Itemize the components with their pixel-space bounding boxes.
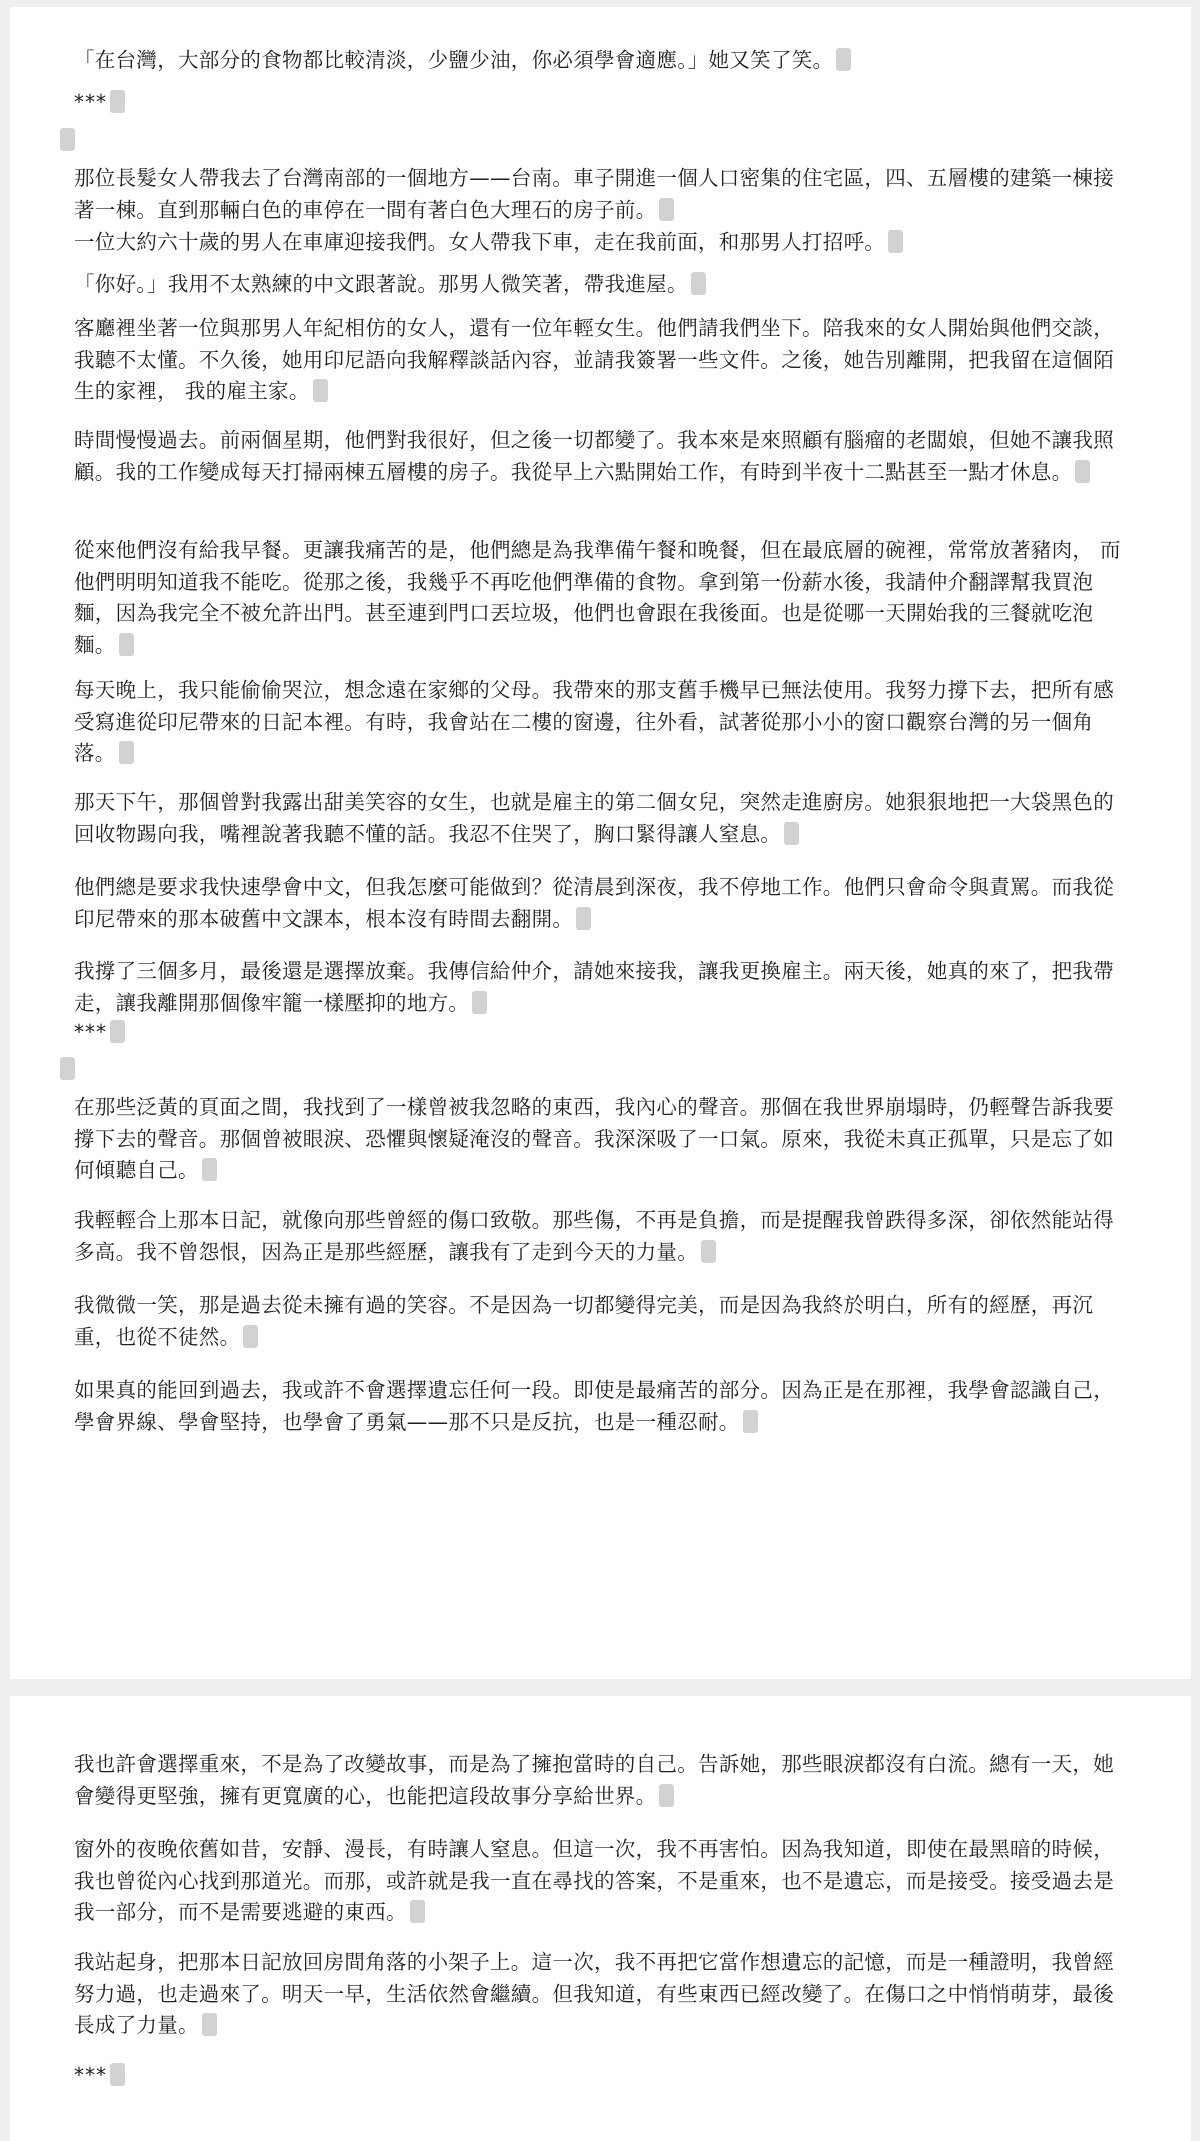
comment-marker-icon[interactable] — [119, 741, 134, 764]
paragraph: 我也許會選擇重來，不是為了改變故事，而是為了擁抱當時的自己。告訴她，那些眼淚都沒有白流。總有一天，她會變得更堅強，擁有更寬廣的心，也能把這段故事分享給世界。 — [74, 1752, 1114, 1808]
comment-marker-icon[interactable] — [659, 1784, 674, 1807]
comment-marker-icon[interactable] — [784, 822, 799, 845]
comment-marker-icon[interactable] — [576, 907, 591, 930]
comment-marker-icon[interactable] — [659, 198, 674, 221]
section-separator: *** — [74, 1017, 125, 1048]
comment-marker-icon[interactable] — [743, 1410, 758, 1433]
comment-marker-icon[interactable] — [313, 379, 328, 402]
document-page-1 — [10, 7, 1191, 1679]
paragraph: 那位長髮女人帶我去了台灣南部的一個地方——台南。車子開進一個人口密集的住宅區，四、五層樓的建築一棟接著一棟。直到那輛白色的車停在一間有著白色大理石的房子前。 — [74, 166, 1114, 222]
comment-marker-icon[interactable] — [110, 90, 125, 113]
comment-marker-icon[interactable] — [472, 991, 487, 1014]
comment-marker-icon[interactable] — [110, 1020, 125, 1043]
comment-marker-icon[interactable] — [60, 1057, 75, 1080]
comment-marker-icon[interactable] — [836, 48, 851, 71]
paragraph: 窗外的夜晚依舊如昔，安靜、漫長，有時讓人窒息。但這一次，我不再害怕。因為我知道，即使在最黑暗的時候，我也曾從內心找到那道光。而那，或許就是我一直在尋找的答案，不是重來，也不是遺忘，而是接受。接受過去是我一部分，而不是需要逃避的東西。 — [74, 1837, 1114, 1924]
comment-marker-icon[interactable] — [60, 128, 75, 151]
comment-marker-icon[interactable] — [119, 633, 134, 656]
paragraph: 我微微一笑，那是過去從未擁有過的笑容。不是因為一切都變得完美，而是因為我終於明白，所有的經歷，再沉重，也從不徒然。 — [74, 1293, 1094, 1349]
paragraph: 他們總是要求我快速學會中文，但我怎麼可能做到？從清晨到深夜，我不停地工作。他們只會命令與責罵。而我從印尼帶來的那本破舊中文課本，根本沒有時間去翻開。 — [74, 875, 1114, 931]
comment-marker-icon[interactable] — [701, 1240, 716, 1263]
comment-marker-icon[interactable] — [1075, 460, 1090, 483]
comment-marker-icon[interactable] — [110, 2063, 125, 2086]
paragraph: 一位大約六十歲的男人在車庫迎接我們。女人帶我下車，走在我前面，和那男人打招呼。 — [74, 227, 1129, 259]
paragraph: 如果真的能回到過去，我或許不會選擇遺忘任何一段。即使是最痛苦的部分。因為正是在那裡，我學會認識自己，學會界線、學會堅持，也學會了勇氣——那不只是反抗，也是一種忍耐。 — [74, 1378, 1114, 1434]
document-page-2 — [10, 1696, 1191, 2141]
section-separator: *** — [74, 2060, 125, 2091]
paragraph: 在那些泛黃的頁面之間，我找到了一樣曾被我忽略的東西，我內心的聲音。那個在我世界崩塌時，仍輕聲告訴我要撐下去的聲音。那個曾被眼淚、恐懼與懷疑淹沒的聲音。我深深吸了一口氣。原來，我從未真正孤單，只是忘了如何傾聽自己。 — [74, 1095, 1114, 1182]
comment-marker-icon[interactable] — [410, 1900, 425, 1923]
section-separator: *** — [74, 87, 125, 118]
paragraph: 我撐了三個多月，最後還是選擇放棄。我傳信給仲介，請她來接我，讓我更換雇主。兩天後，她真的來了，把我帶走，讓我離開那個像牢籠一樣壓抑的地方。 — [74, 959, 1114, 1015]
comment-marker-icon[interactable] — [202, 1158, 217, 1181]
paragraph: 「你好。」我用不太熟練的中文跟著說。那男人微笑著，帶我進屋。 — [74, 269, 1129, 301]
comment-marker-icon[interactable] — [691, 272, 706, 295]
paragraph: 那天下午，那個曾對我露出甜美笑容的女生，也就是雇主的第二個女兒，突然走進廚房。她狠狠地把一大袋黑色的回收物踢向我，嘴裡說著我聽不懂的話。我忍不住哭了，胸口緊得讓人窒息。 — [74, 790, 1114, 846]
paragraph: 我輕輕合上那本日記，就像向那些曾經的傷口致敬。那些傷，不再是負擔，而是提醒我曾跌得多深，卻依然能站得多高。我不曾怨恨，因為正是那些經歷，讓我有了走到今天的力量。 — [74, 1208, 1114, 1264]
paragraph: 客廳裡坐著一位與那男人年紀相仿的女人，還有一位年輕女生。他們請我們坐下。陪我來的女人開始與他們交談，我聽不太懂。不久後，她用印尼語向我解釋談話內容，並請我簽署一些文件。之後，她告別離開，把我留在這個陌生的家裡， 我的雇主家。 — [74, 316, 1114, 403]
paragraph: 時間慢慢過去。前兩個星期，他們對我很好，但之後一切都變了。我本來是來照顧有腦瘤的老闆娘，但她不讓我照顧。我的工作變成每天打掃兩棟五層樓的房子。我從早上六點開始工作，有時到半夜十二點甚至一點才休息。 — [74, 428, 1114, 484]
paragraph: 每天晚上，我只能偷偷哭泣，想念遠在家鄉的父母。我帶來的那支舊手機早已無法使用。我努力撐下去，把所有感受寫進從印尼帶來的日記本裡。有時，我會站在二樓的窗邊，往外看，試著從那小小的窗口觀察台灣的另一個角落。 — [74, 678, 1114, 765]
comment-marker-icon[interactable] — [888, 230, 903, 253]
paragraph: 從來他們沒有給我早餐。更讓我痛苦的是，他們總是為我準備午餐和晚餐，但在最底層的碗裡，常常放著豬肉， 而他們明明知道我不能吃。從那之後，我幾乎不再吃他們準備的食物。拿到第一份薪水後，我請仲介翻譯幫我買泡麵，因為我完全不被允許出門。甚至連到門口丟垃圾，他們也會跟在我後面。也是從哪一天開始我的三餐就吃泡麵。 — [74, 538, 1121, 657]
paragraph: 「在台灣，大部分的食物都比較清淡，少鹽少油，你必須學會適應。」她又笑了笑。 — [74, 45, 1129, 77]
comment-marker-icon[interactable] — [202, 2013, 217, 2036]
paragraph: 我站起身，把那本日記放回房間角落的小架子上。這一次，我不再把它當作想遺忘的記憶，而是一種證明，我曾經努力過，也走過來了。明天一早，生活依然會繼續。但我知道，有些東西已經改變了。在傷口之中悄悄萌芽，最後長成了力量。 — [74, 1950, 1114, 2037]
comment-marker-icon[interactable] — [243, 1325, 258, 1348]
